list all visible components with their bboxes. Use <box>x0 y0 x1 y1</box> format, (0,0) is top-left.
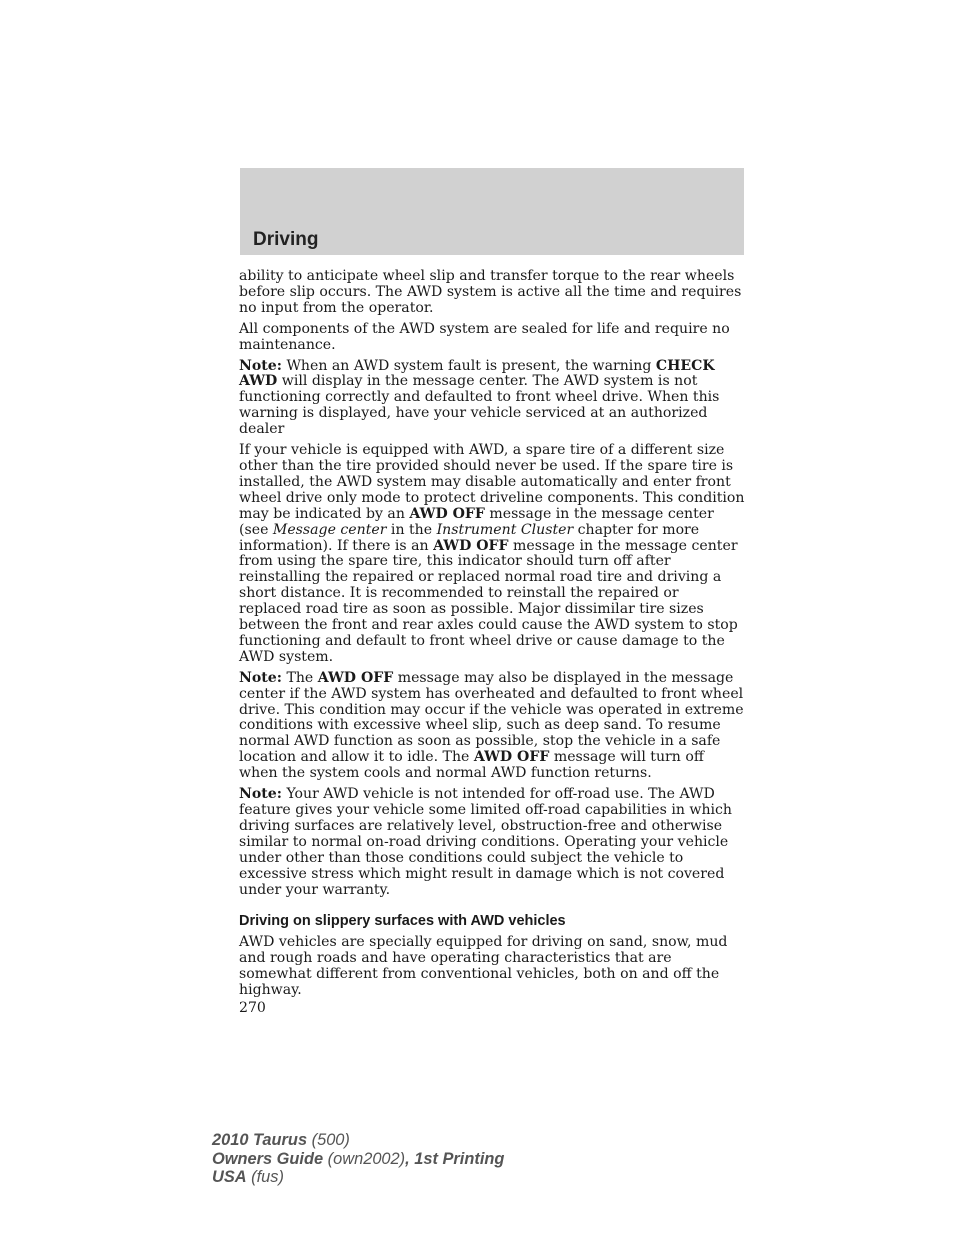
note-label: Note: <box>239 786 282 803</box>
paragraph: AWD vehicles are specially equipped for driving on sand, snow, mud and rough roads and have operating characteristics that are somewhat different from conventional vehicles, both on and off the highway. <box>239 934 728 999</box>
note-paragraph <box>239 359 745 439</box>
note-label: Note: <box>239 669 282 686</box>
subheading: Driving on slippery surfaces with AWD vehicles <box>239 913 566 930</box>
cross-reference: Message center <box>272 521 387 538</box>
message-term: AWD OFF <box>433 537 509 554</box>
section-title: Driving <box>253 229 319 250</box>
paragraph: ability to anticipate wheel slip and transfer torque to the rear wheels before slip occurs. The AWD system is active all the time and requires no input from the operator. <box>239 268 742 316</box>
market-name: USA <box>212 1168 247 1186</box>
paragraph <box>239 443 745 666</box>
text-run: If your vehicle is equipped with AWD, a spare tire of a different size other than the tire provided should never be used. If the spare tire is installed, the AWD system may disable automatically and enter front wheel drive only mode to protect driveline components. This condition may be indicated by an <box>239 442 745 522</box>
model-code: (500) <box>307 1131 350 1149</box>
market-code: (fus) <box>246 1168 284 1186</box>
footer-line-3 <box>212 1168 504 1187</box>
text-run: chapter for more information). If there is an <box>239 521 700 554</box>
paragraph: All components of the AWD system are sealed for life and require no maintenance. <box>239 320 730 353</box>
model-name: 2010 Taurus <box>212 1131 308 1149</box>
message-term: AWD OFF <box>317 669 394 686</box>
text-run: When an AWD system fault is present, the warning <box>281 357 656 374</box>
page-number: 270 <box>239 1000 266 1017</box>
message-term: AWD OFF <box>473 749 550 766</box>
text-run: message in the message center (see <box>239 505 714 538</box>
note-paragraph <box>239 787 745 898</box>
text-run: will display in the message center. The AWD system is not functioning correctly and defaulted to front wheel drive. When this warning is displayed, have your vehicle serviced at an authorized dealer <box>239 373 720 438</box>
warning-term: CHECK AWD <box>239 357 715 390</box>
printing-info: , 1st Printing <box>405 1149 505 1168</box>
text-run: message will turn off when the system cools and normal AWD function returns. <box>239 749 704 782</box>
footer-line-1 <box>212 1131 504 1150</box>
note-paragraph <box>239 671 745 782</box>
document-footer <box>212 1131 504 1187</box>
text-run: The <box>281 669 318 686</box>
guide-code: (own2002) <box>323 1149 406 1168</box>
text-run: message in the message center from using the spare tire, this indicator should turn off after reinstalling the repaired or replaced normal road tire and driving a short distance. It is recommended to reinstall the repaired or replaced road tire as soon as possible. Major dissimilar tire sizes between the front and rear axles could cause the AWD system to stop functioning and default to front wheel drive or cause damage to the AWD system. <box>239 537 738 665</box>
text-run: in the <box>386 521 437 538</box>
note-label: Note: <box>239 357 282 374</box>
text-run: Your AWD vehicle is not intended for off-road use. The AWD feature gives your vehicle some limited off-road capabilities in which driving surfaces are relatively level, obstruction-free and otherwise similar to normal on-road driving conditions. Operating your vehicle under other than those conditions could subject the vehicle to excessive stress which might result in damage which is not covered under your warranty. <box>239 786 733 898</box>
section-header <box>240 168 744 255</box>
footer-line-2 <box>212 1150 504 1169</box>
page-content <box>239 269 745 1017</box>
cross-reference: Instrument Cluster <box>436 521 574 538</box>
text-run: message may also be displayed in the message center if the AWD system has overheated and defaulted to front wheel drive. This condition may occur if the vehicle was operated in extreme conditions with excessive wheel slip, such as deep sand. To resume normal AWD function as soon as possible, stop the vehicle in a safe location and allow it to idle. The <box>239 669 744 766</box>
message-term: AWD OFF <box>409 505 485 522</box>
guide-name: Owners Guide <box>212 1149 324 1168</box>
